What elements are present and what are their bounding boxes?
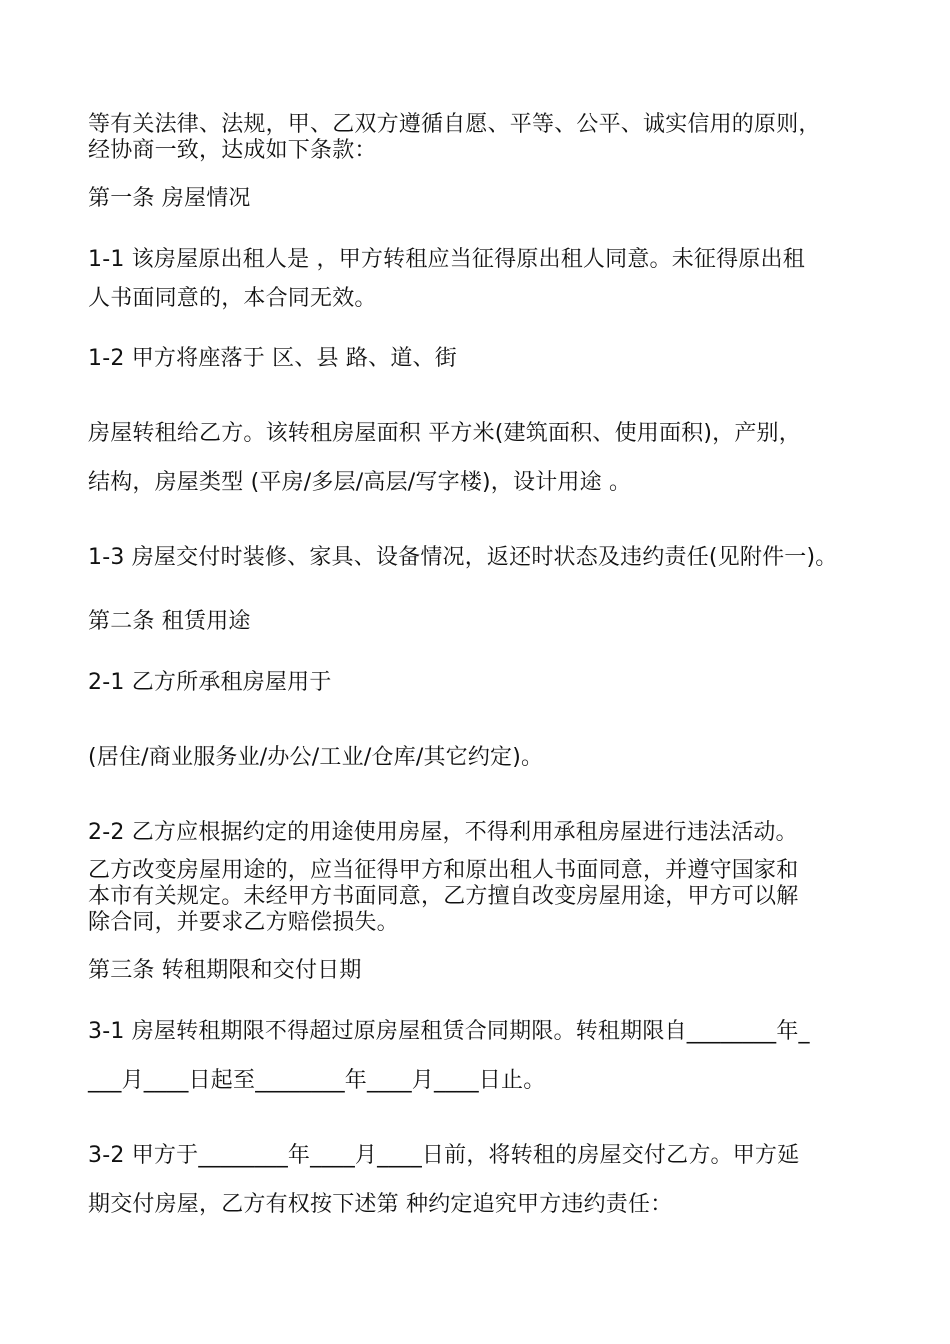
text-line: 1-3 房屋交付时装修、家具、设备情况，返还时状态及违约责任(见附件一)。 [88,545,838,570]
text-line: 经协商一致，达成如下条款： [88,138,377,163]
article-heading: 第一条 房屋情况 [88,186,251,211]
text-line: 除合同，并要求乙方赔偿损失。 [88,910,399,935]
article-heading: 第三条 转租期限和交付日期 [88,958,362,983]
text-line: 本市有关规定。未经甲方书面同意，乙方擅自改变房屋用途，甲方可以解 [88,884,799,909]
text-line: 期交付房屋，乙方有权按下述第 种约定追究甲方违约责任： [88,1192,673,1217]
text-line: 房屋转租给乙方。该转租房屋面积 平方米(建筑面积、使用面积)，产别， [88,421,801,446]
text-line: 1-1 该房屋原出租人是 ，甲方转租应当征得原出租人同意。未征得原出租 [88,247,805,272]
text-line: 1-2 甲方将座落于 区、县 路、道、街 [88,346,457,371]
text-line: ___月____日起至________年____月____日止。 [88,1068,546,1093]
text-line: (居住/商业服务业/办公/工业/仓库/其它约定)。 [88,745,544,770]
text-line: 人书面同意的，本合同无效。 [88,286,377,311]
text-line: 3-2 甲方于________年____月____日前，将转租的房屋交付乙方。甲方延 [88,1143,800,1168]
text-line: 2-1 乙方所承租房屋用于 [88,670,332,695]
article-heading: 第二条 租赁用途 [88,609,251,634]
text-line: 2-2 乙方应根据约定的用途使用房屋，不得利用承租房屋进行违法活动。 [88,820,798,845]
text-line: 3-1 房屋转租期限不得超过原房屋租赁合同期限。转租期限自________年_ [88,1019,810,1044]
text-line: 等有关法律、法规，甲、乙双方遵循自愿、平等、公平、诚实信用的原则， [88,112,821,137]
text-line: 结构，房屋类型 (平房/多层/高层/写字楼)，设计用途 。 [88,470,632,495]
text-line: 乙方改变房屋用途的，应当征得甲方和原出租人书面同意，并遵守国家和 [88,858,799,883]
